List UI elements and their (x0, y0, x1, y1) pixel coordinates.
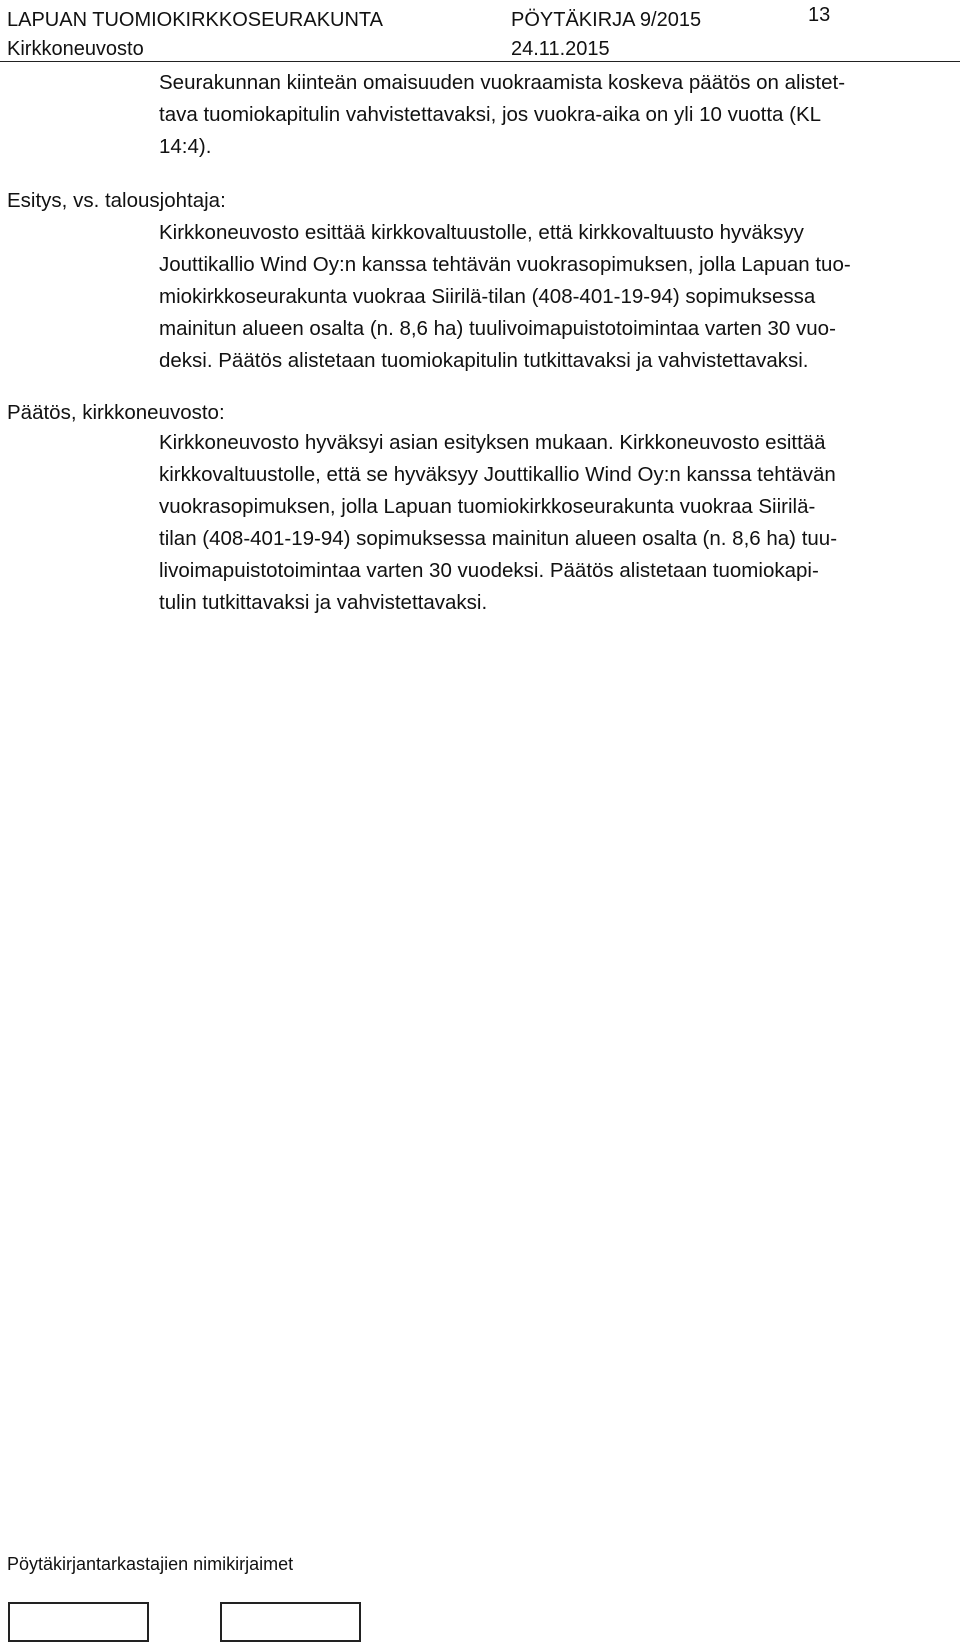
intro-line: 14:4). (159, 135, 212, 158)
header-organization: LAPUAN TUOMIOKIRKKOSEURAKUNTA (7, 9, 383, 31)
signature-initials-box-2 (220, 1602, 361, 1642)
decision-line: Kirkkoneuvosto hyväksyi asian esityksen mukaan. Kirkkoneuvosto esittää (159, 431, 826, 454)
header-date: 24.11.2015 (511, 38, 610, 60)
proposal-paragraph (159, 217, 934, 377)
signature-initials-box-1 (8, 1602, 149, 1642)
proposal-label: Esitys, vs. talousjohtaja: (7, 189, 226, 212)
decision-paragraph (159, 427, 934, 619)
proposal-line: Jouttikallio Wind Oy:n kanssa tehtävän vuokrasopimuksen, jolla Lapuan tuo- (159, 253, 851, 276)
decision-line: kirkkovaltuustolle, että se hyväksyy Jouttikallio Wind Oy:n kanssa tehtävän (159, 463, 836, 486)
decision-line: vuokrasopimuksen, jolla Lapuan tuomiokirkkoseurakunta vuokraa Siirilä- (159, 495, 816, 518)
decision-line: tulin tutkittavaksi ja vahvistettavaksi. (159, 591, 488, 614)
header-divider (0, 61, 960, 62)
decision-label: Päätös, kirkkoneuvosto: (7, 401, 225, 424)
intro-paragraph (159, 67, 934, 163)
page-number: 13 (808, 4, 831, 26)
proposal-line: deksi. Päätös alistetaan tuomiokapitulin tutkittavaksi ja vahvistettavaksi. (159, 349, 809, 372)
proposal-line: Kirkkoneuvosto esittää kirkkovaltuustolle, että kirkkovaltuusto hyväksyy (159, 221, 804, 244)
proposal-line: mainitun alueen osalta (n. 8,6 ha) tuulivoimapuistotoimintaa varten 30 vuo- (159, 317, 836, 340)
decision-line: livoimapuistotoimintaa varten 30 vuodeksi. Päätös alistetaan tuomiokapi- (159, 559, 819, 582)
header-document-title: PÖYTÄKIRJA 9/2015 (511, 9, 702, 31)
proposal-line: miokirkkoseurakunta vuokraa Siirilä-tilan (408-401-19-94) sopimuksessa (159, 285, 816, 308)
signature-caption: Pöytäkirjantarkastajien nimikirjaimet (7, 1554, 294, 1574)
header-body-name: Kirkkoneuvosto (7, 38, 144, 60)
intro-line: Seurakunnan kiinteän omaisuuden vuokraamista koskeva päätös on alistet- (159, 71, 846, 94)
intro-line: tava tuomiokapitulin vahvistettavaksi, jos vuokra-aika on yli 10 vuotta (KL (159, 103, 822, 126)
decision-line: tilan (408-401-19-94) sopimuksessa mainitun alueen osalta (n. 8,6 ha) tuu- (159, 527, 838, 550)
